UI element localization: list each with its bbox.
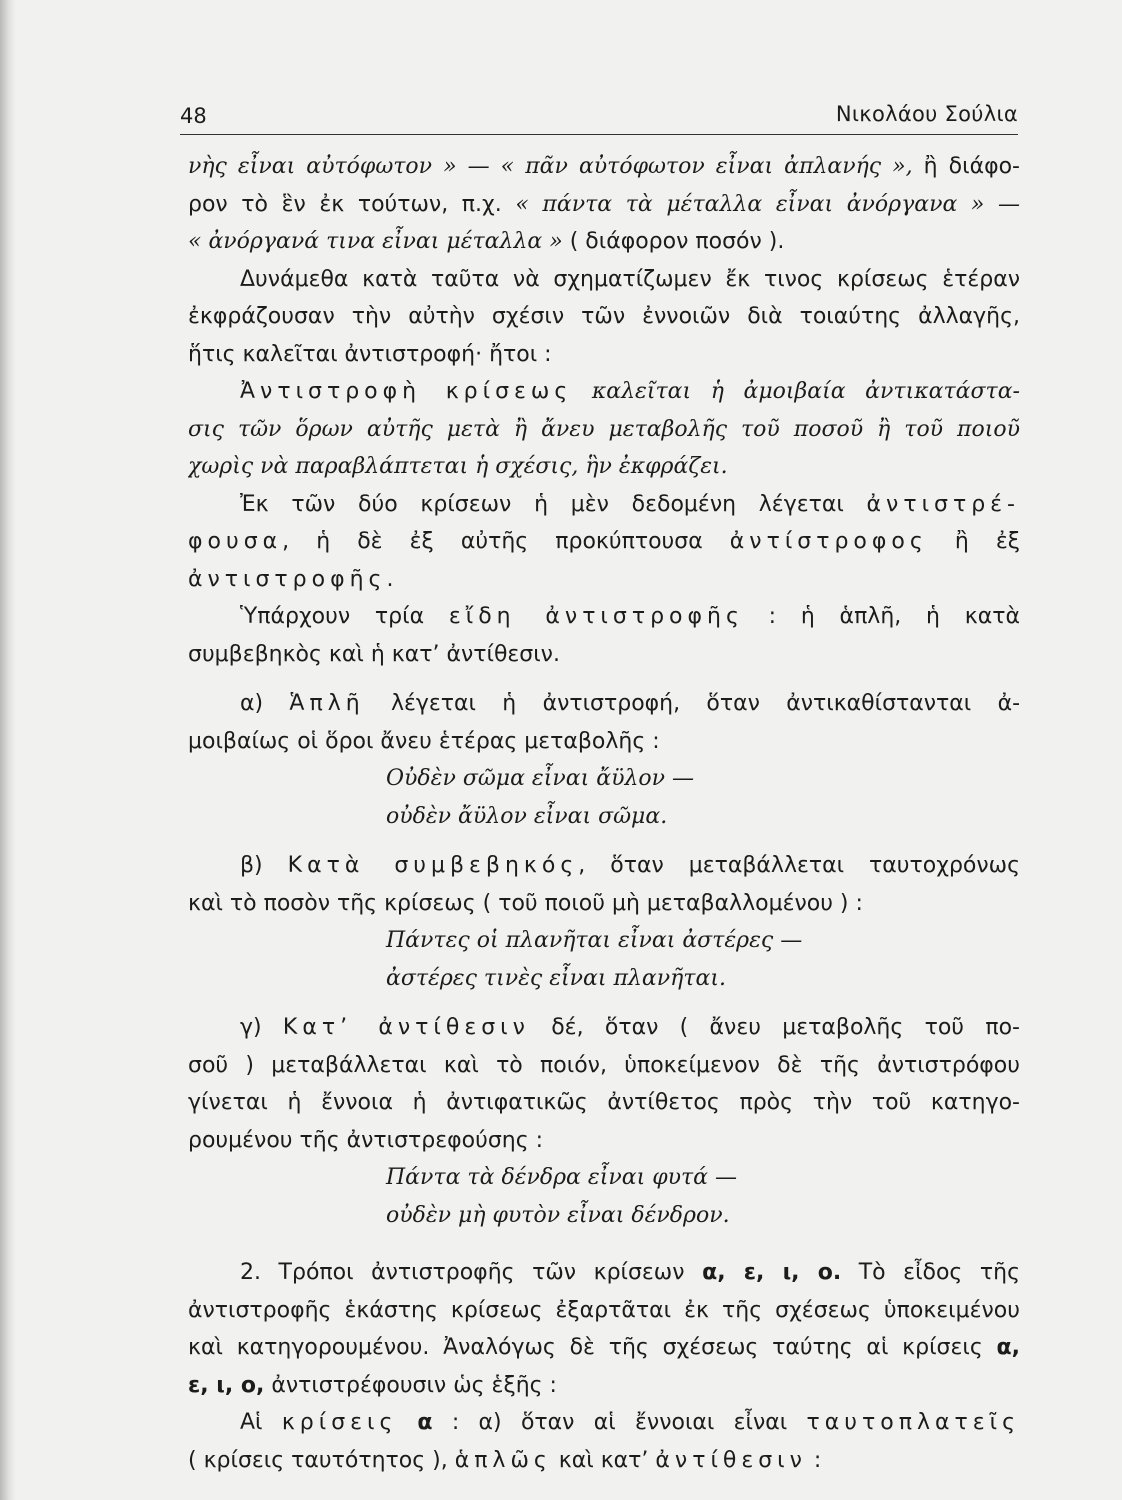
text-line — [188, 1122, 1020, 1160]
text-span: συμβεβηκὸς καὶ ἡ κατ’ ἀντίθεσιν. — [188, 641, 560, 667]
text-line — [188, 1292, 1020, 1330]
section-heading: 2. Τρόποι ἀντιστροφῆς τῶν κρίσεων — [240, 1260, 703, 1285]
text-span: ρον τὸ ἓν ἐκ τούτων, π.χ. — [188, 191, 516, 217]
spaced-term: Κατὰ συμβεβηκός — [287, 853, 579, 878]
text-span: Ἐκ τῶν δύο κρίσεων ἡ μὲν δεδομένη λέγεται — [240, 491, 867, 517]
text-line — [188, 1047, 1020, 1085]
section-heading-line — [188, 1254, 1020, 1292]
spaced-term: ἀντιστρέ- — [866, 491, 1020, 517]
spacer — [188, 835, 1020, 847]
text-line — [188, 523, 1020, 561]
text-line — [188, 636, 1020, 674]
text-span: ἢ ἐξ — [927, 529, 1020, 554]
text-span: οὐδὲν μὴ φυτὸν εἶναι δένδρον. — [386, 1202, 730, 1228]
definition-line — [188, 373, 1020, 411]
page-number: 48 — [180, 104, 207, 128]
text-span: οὐδὲν ἄϋλον εἶναι σῶμα. — [386, 803, 668, 829]
text-line — [188, 298, 1020, 336]
spaced-term: εἴδη ἀντιστροφῆς — [448, 604, 744, 629]
text-span: , ὅταν μεταβάλλεται ταυτοχρόνως — [578, 853, 1020, 878]
text-line — [188, 223, 1020, 261]
text-span: καὶ τὸ ποσὸν τῆς κρίσεως ( τοῦ ποιοῦ μὴ μεταβαλλομένου ) : — [188, 890, 863, 916]
text-span: νὴς εἶναι αὐτόφωτον » — « πᾶν αὐτόφωτον εἶναι ἀπλανής », — [188, 154, 913, 179]
text-line — [188, 1009, 1020, 1047]
text-span: καλεῖται ἡ ἀμοιβαία ἀντικατάστα- — [572, 379, 1020, 404]
text-span: ἀστέρες τινὲς εἶναι πλανῆται. — [386, 965, 726, 991]
text-line — [188, 1404, 1020, 1442]
text-span: , ἡ δὲ ἐξ αὐτῆς προκύπτουσα — [282, 529, 730, 554]
text-line — [188, 261, 1020, 299]
text-span: α) — [240, 691, 290, 716]
text-line — [188, 1367, 1020, 1405]
text-span: Οὐδὲν σῶμα εἶναι ἄϋλον — — [386, 766, 694, 791]
text-span: γίνεται ἡ ἔννοια ἡ ἀντιφατικῶς ἀντίθετος πρὸς τὴν τοῦ κατηγο- — [188, 1090, 1020, 1115]
text-span: γ) — [240, 1015, 283, 1040]
example-line — [188, 798, 1020, 836]
text-line — [188, 598, 1020, 636]
text-line — [188, 561, 1020, 599]
body-text — [188, 148, 1020, 1479]
text-line — [188, 885, 1020, 923]
text-line — [188, 723, 1020, 761]
page-header — [180, 98, 1018, 135]
bold-term: α, — [996, 1335, 1020, 1360]
spaced-term: ἀντίθεσιν — [655, 1447, 807, 1473]
text-span: : ἡ ἁπλῆ, ἡ κατὰ — [743, 604, 1020, 629]
example-line — [188, 760, 1020, 798]
spaced-term: κρίσεις — [281, 1410, 398, 1435]
text-span: ἢ διάφο- — [912, 154, 1020, 179]
spaced-term: ταυτοπλατεῖς — [806, 1410, 1020, 1435]
spaced-term: ἀντίστροφος — [729, 529, 928, 554]
spaced-term: Ἀντιστροφὴ κρίσεως — [240, 379, 573, 404]
text-span: : α) ὅταν αἱ ἔννοιαι εἶναι — [432, 1410, 807, 1435]
text-line — [188, 847, 1020, 885]
text-span: ἥτις καλεῖται ἀντιστροφή· ἤτοι : — [188, 341, 552, 367]
text-span: Δυνάμεθα κατὰ ταῦτα νὰ σχηματίζωμεν ἔκ τινος κρίσεως ἑτέραν — [240, 266, 1020, 292]
spaced-term: φουσα — [188, 529, 283, 554]
text-line — [188, 486, 1020, 524]
text-line — [188, 1084, 1020, 1122]
text-span: « ἀνόργανά τινα εἶναι μέταλλα » — [188, 229, 563, 254]
text-span: καὶ κατηγορουμένου. Ἀναλόγως δὲ τῆς σχέσεως ταύτης αἱ κρίσεις — [188, 1335, 997, 1360]
text-line — [188, 148, 1020, 186]
text-line — [188, 1329, 1020, 1367]
text-span: β) — [240, 853, 288, 878]
text-span: Αἱ — [240, 1410, 282, 1435]
bold-term: α — [397, 1410, 433, 1435]
text-line — [188, 1442, 1020, 1480]
spaced-term: Ἁπλῆ — [289, 691, 365, 716]
text-line — [188, 186, 1020, 224]
text-span: σις τῶν ὅρων αὐτῆς μετὰ ἢ ἄνευ μεταβολῆς τοῦ ποσοῦ ἢ τοῦ ποιοῦ — [188, 416, 1020, 442]
text-span: λέγεται ἡ ἀντιστροφή, ὅταν ἀντικαθίστανται ἀ- — [364, 691, 1020, 716]
text-span: Τὸ εἶδος τῆς — [841, 1260, 1020, 1285]
text-span: χωρὶς νὰ παραβλάπτεται ἡ σχέσις, ἣν ἐκφράζει. — [188, 454, 728, 479]
spacer — [188, 1234, 1020, 1254]
text-span: ( διάφορον ποσόν ). — [562, 229, 785, 254]
text-span: μοιβαίως οἱ ὅροι ἄνευ ἑτέρας μεταβολῆς : — [188, 728, 660, 754]
spacer — [188, 673, 1020, 685]
text-span: ἐκφράζουσαν τὴν αὐτὴν σχέσιν τῶν ἐννοιῶν διὰ τοιαύτης ἀλλαγῆς, — [188, 304, 1020, 329]
text-line — [188, 685, 1020, 723]
spaced-term: ἁπλῶς — [454, 1447, 552, 1473]
text-span: « πάντα τὰ μέταλλα εἶναι ἀνόργανα » — — [515, 191, 1020, 217]
running-head: Νικολάου Σούλια — [835, 102, 1018, 126]
text-span: καὶ κατ’ — [551, 1447, 656, 1473]
text-span: Ὑπάρχουν τρία — [240, 604, 449, 629]
text-span: ρουμένου τῆς ἀντιστρεφούσης : — [188, 1127, 544, 1153]
spaced-term: Κατ’ ἀντίθεσιν — [282, 1015, 530, 1040]
text-span: ( κρίσεις ταυτότητος ), — [188, 1447, 455, 1473]
text-span: δέ, ὅταν ( ἄνευ μεταβολῆς τοῦ πο- — [529, 1015, 1020, 1040]
bold-term: ε, ι, ο, — [188, 1372, 265, 1398]
example-line — [188, 1197, 1020, 1235]
text-line — [188, 336, 1020, 374]
text-span: Πάντες οἱ πλανῆται εἶναι ἀστέρες — — [386, 928, 803, 953]
page-gutter-shadow — [0, 0, 16, 1500]
text-span: Πάντα τὰ δένδρα εἶναι φυτά — — [386, 1165, 737, 1190]
example-line — [188, 1159, 1020, 1197]
example-line — [188, 960, 1020, 998]
definition-line — [188, 411, 1020, 449]
spacer — [188, 997, 1020, 1009]
text-span: ἀντιστροφῆς ἑκάστης κρίσεως ἐξαρτᾶται ἐκ τῆς σχέσεως ὑποκειμένου — [188, 1297, 1020, 1323]
example-line — [188, 922, 1020, 960]
definition-line — [188, 448, 1020, 486]
text-span: σοῦ ) μεταβάλλεται καὶ τὸ ποιόν, ὑποκείμενον δὲ τῆς ἀντιστρόφου — [188, 1052, 1020, 1078]
bold-term: α, ε, ι, ο. — [702, 1260, 842, 1285]
text-span: : — [806, 1447, 822, 1473]
text-span: ἀντιστρέφουσιν ὡς ἑξῆς : — [264, 1372, 557, 1398]
spaced-term: ἀντιστροφῆς. — [188, 566, 399, 592]
